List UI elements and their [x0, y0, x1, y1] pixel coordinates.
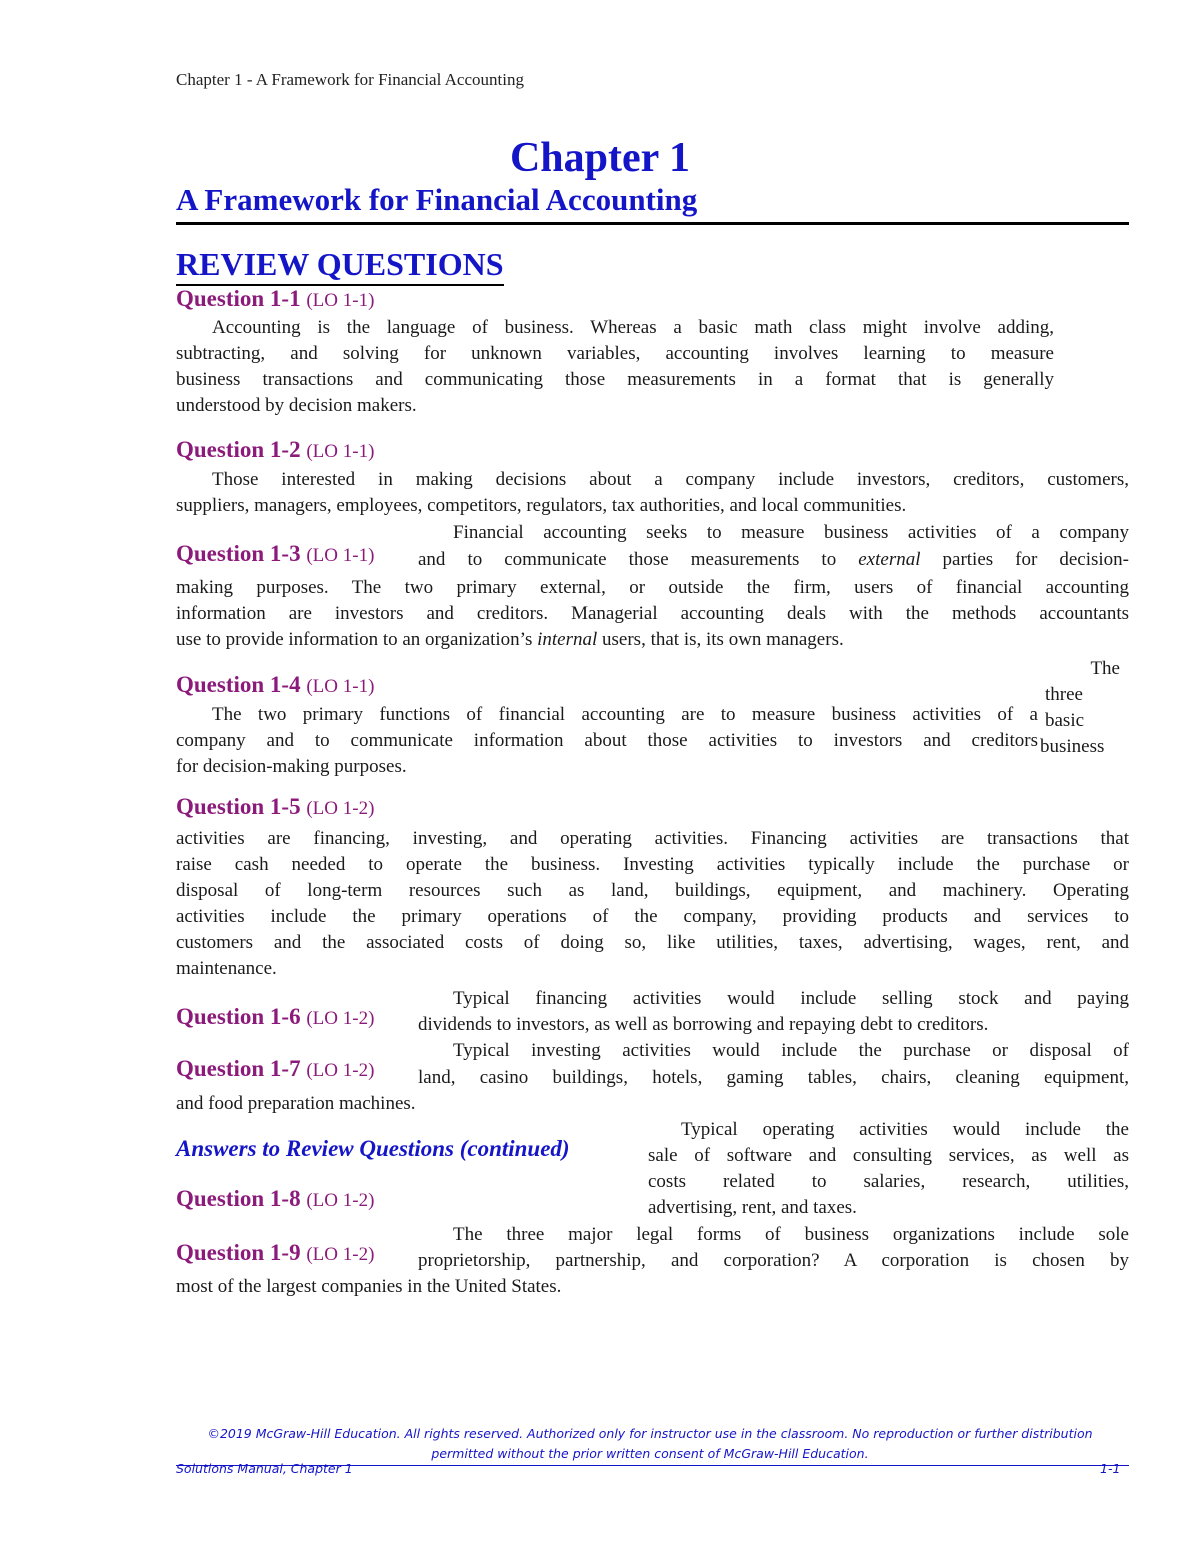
answer-line: and food preparation machines.	[176, 1093, 416, 1114]
running-header: Chapter 1 - A Framework for Financial Accounting	[176, 70, 524, 89]
answer-text	[176, 315, 1054, 419]
answer-line: Financial accounting seeks to measure business activities of a company	[453, 522, 1129, 543]
answer-line: Those interested in making decisions about a company include investors, creditors, customers,	[212, 469, 1129, 490]
question-number: Question 1-8	[176, 1186, 301, 1211]
question-label	[176, 1056, 374, 1082]
learning-objective: (LO 1-2)	[306, 1008, 375, 1029]
learning-objective: (LO 1-1)	[306, 545, 375, 566]
side-word: basic	[1045, 710, 1085, 731]
title-divider	[176, 222, 1129, 225]
answer-line: Typical financing activities would include selling stock and paying	[453, 988, 1129, 1009]
answer-line: information are investors and creditors. Managerial accounting deals with the methods accountants	[176, 603, 1129, 624]
answer-line: Typical operating activities would include the	[681, 1119, 1129, 1140]
answer-line: maintenance.	[176, 958, 277, 979]
question-number: Question 1-7	[176, 1056, 301, 1081]
continued-heading: Answers to Review Questions (continued)	[176, 1136, 570, 1161]
learning-objective: (LO 1-1)	[306, 676, 375, 697]
answer-line: proprietorship, partnership, and corporation? A corporation is chosen by	[418, 1250, 1129, 1271]
answer-line: understood by decision makers.	[176, 395, 417, 416]
answer-line: company and to communicate information about those activities to investors and creditors	[176, 730, 1038, 751]
chapter-title: Chapter 1	[509, 135, 691, 181]
learning-objective: (LO 1-2)	[306, 1244, 375, 1265]
answer-fragment: users, that is, its own managers.	[597, 629, 844, 650]
answer-line: advertising, rent, and taxes.	[648, 1197, 857, 1218]
answer-line	[418, 547, 1129, 573]
question-label	[176, 286, 374, 312]
answer-line: disposal of long-term resources such as land, buildings, equipment, and machinery. Operating	[176, 880, 1129, 901]
answer-line: dividends to investors, as well as borrowing and repaying debt to creditors.	[418, 1014, 989, 1035]
question-number: Question 1-6	[176, 1004, 301, 1029]
question-number: Question 1-3	[176, 541, 301, 566]
page-number: 1-1	[1100, 1461, 1121, 1476]
question-label	[176, 1240, 374, 1266]
answer-fragment: and to communicate those measurements to	[418, 549, 859, 570]
answer-line: customers and the associated costs of doing so, like utilities, taxes, advertising, wages, rent, and	[176, 932, 1129, 953]
answer-line	[176, 627, 1129, 653]
side-word: The	[1090, 658, 1120, 679]
answer-text	[176, 1274, 1129, 1300]
copyright-notice	[100, 1424, 1200, 1464]
learning-objective: (LO 1-1)	[306, 290, 375, 311]
copyright-line: ©2019 McGraw-Hill Education. All rights reserved. Authorized only for instructor use in the classroom. No reproduction or further distribution	[207, 1426, 1093, 1441]
answer-line: sale of software and consulting services, as well as	[648, 1145, 1129, 1166]
learning-objective: (LO 1-1)	[306, 441, 375, 462]
question-number: Question 1-4	[176, 672, 301, 697]
question-label	[176, 541, 374, 567]
question-label	[176, 672, 374, 698]
section-heading: REVIEW QUESTIONS	[176, 246, 504, 286]
emphasis-text: external	[858, 549, 921, 570]
answer-line: for decision-making purposes.	[176, 756, 407, 777]
side-text-column	[1030, 656, 1130, 760]
side-word: three	[1045, 684, 1083, 705]
answer-fragment: use to provide information to an organization’s	[176, 629, 538, 650]
answer-line: The two primary functions of financial accounting are to measure business activities of a	[212, 704, 1038, 725]
question-number: Question 1-2	[176, 437, 301, 462]
copyright-line: permitted without the prior written consent of McGraw-Hill Education.	[431, 1446, 869, 1461]
answer-text	[176, 826, 1129, 982]
answer-line: The three major legal forms of business organizations include sole	[453, 1224, 1129, 1245]
answer-line: Accounting is the language of business. Whereas a basic math class might involve adding,	[212, 317, 1054, 338]
answer-text	[176, 1091, 1129, 1117]
answer-line: business transactions and communicating those measurements in a format that is generally	[176, 369, 1054, 390]
answer-line: Typical investing activities would include the purchase or disposal of	[453, 1040, 1129, 1061]
answer-line: most of the largest companies in the United States.	[176, 1276, 562, 1297]
answer-line: subtracting, and solving for unknown variables, accounting involves learning to measure	[176, 343, 1054, 364]
question-number: Question 1-1	[176, 286, 301, 311]
question-label	[176, 437, 374, 463]
chapter-subtitle: A Framework for Financial Accounting	[176, 182, 698, 217]
learning-objective: (LO 1-2)	[306, 798, 375, 819]
answer-text	[176, 467, 1129, 519]
answer-line: activities include the primary operations of the company, providing products and services to	[176, 906, 1129, 927]
answer-line: activities are financing, investing, and operating activities. Financing activities are transactions that	[176, 828, 1129, 849]
answer-fragment: parties for decision-	[920, 549, 1129, 570]
answer-line: land, casino buildings, hotels, gaming tables, chairs, cleaning equipment,	[418, 1067, 1129, 1088]
answer-text	[176, 575, 1129, 653]
question-number: Question 1-9	[176, 1240, 301, 1265]
question-label	[176, 794, 374, 820]
answer-line: suppliers, managers, employees, competitors, regulators, tax authorities, and local communities.	[176, 495, 907, 516]
answer-text	[453, 520, 1129, 546]
answer-line: raise cash needed to operate the business. Investing activities typically include the purchase or	[176, 854, 1129, 875]
question-label	[176, 1004, 374, 1030]
learning-objective: (LO 1-2)	[306, 1190, 375, 1211]
question-number: Question 1-5	[176, 794, 301, 819]
answer-text	[418, 1012, 1129, 1038]
answer-text	[648, 1117, 1129, 1221]
question-label	[176, 1186, 374, 1212]
answer-text	[453, 1222, 1129, 1248]
answer-line: making purposes. The two primary external, or outside the firm, users of financial accounting	[176, 577, 1129, 598]
answer-text	[453, 1038, 1129, 1064]
answer-text	[176, 702, 1038, 780]
answer-line: costs related to salaries, research, utilities,	[648, 1171, 1129, 1192]
answer-text	[418, 547, 1129, 573]
answer-text	[453, 986, 1129, 1012]
learning-objective: (LO 1-2)	[306, 1060, 375, 1081]
emphasis-text: internal	[537, 629, 598, 650]
answer-text	[418, 1065, 1129, 1091]
answer-text	[418, 1248, 1129, 1274]
side-word: business	[1040, 736, 1105, 757]
footer-manual-label: Solutions Manual, Chapter 1	[176, 1461, 353, 1476]
